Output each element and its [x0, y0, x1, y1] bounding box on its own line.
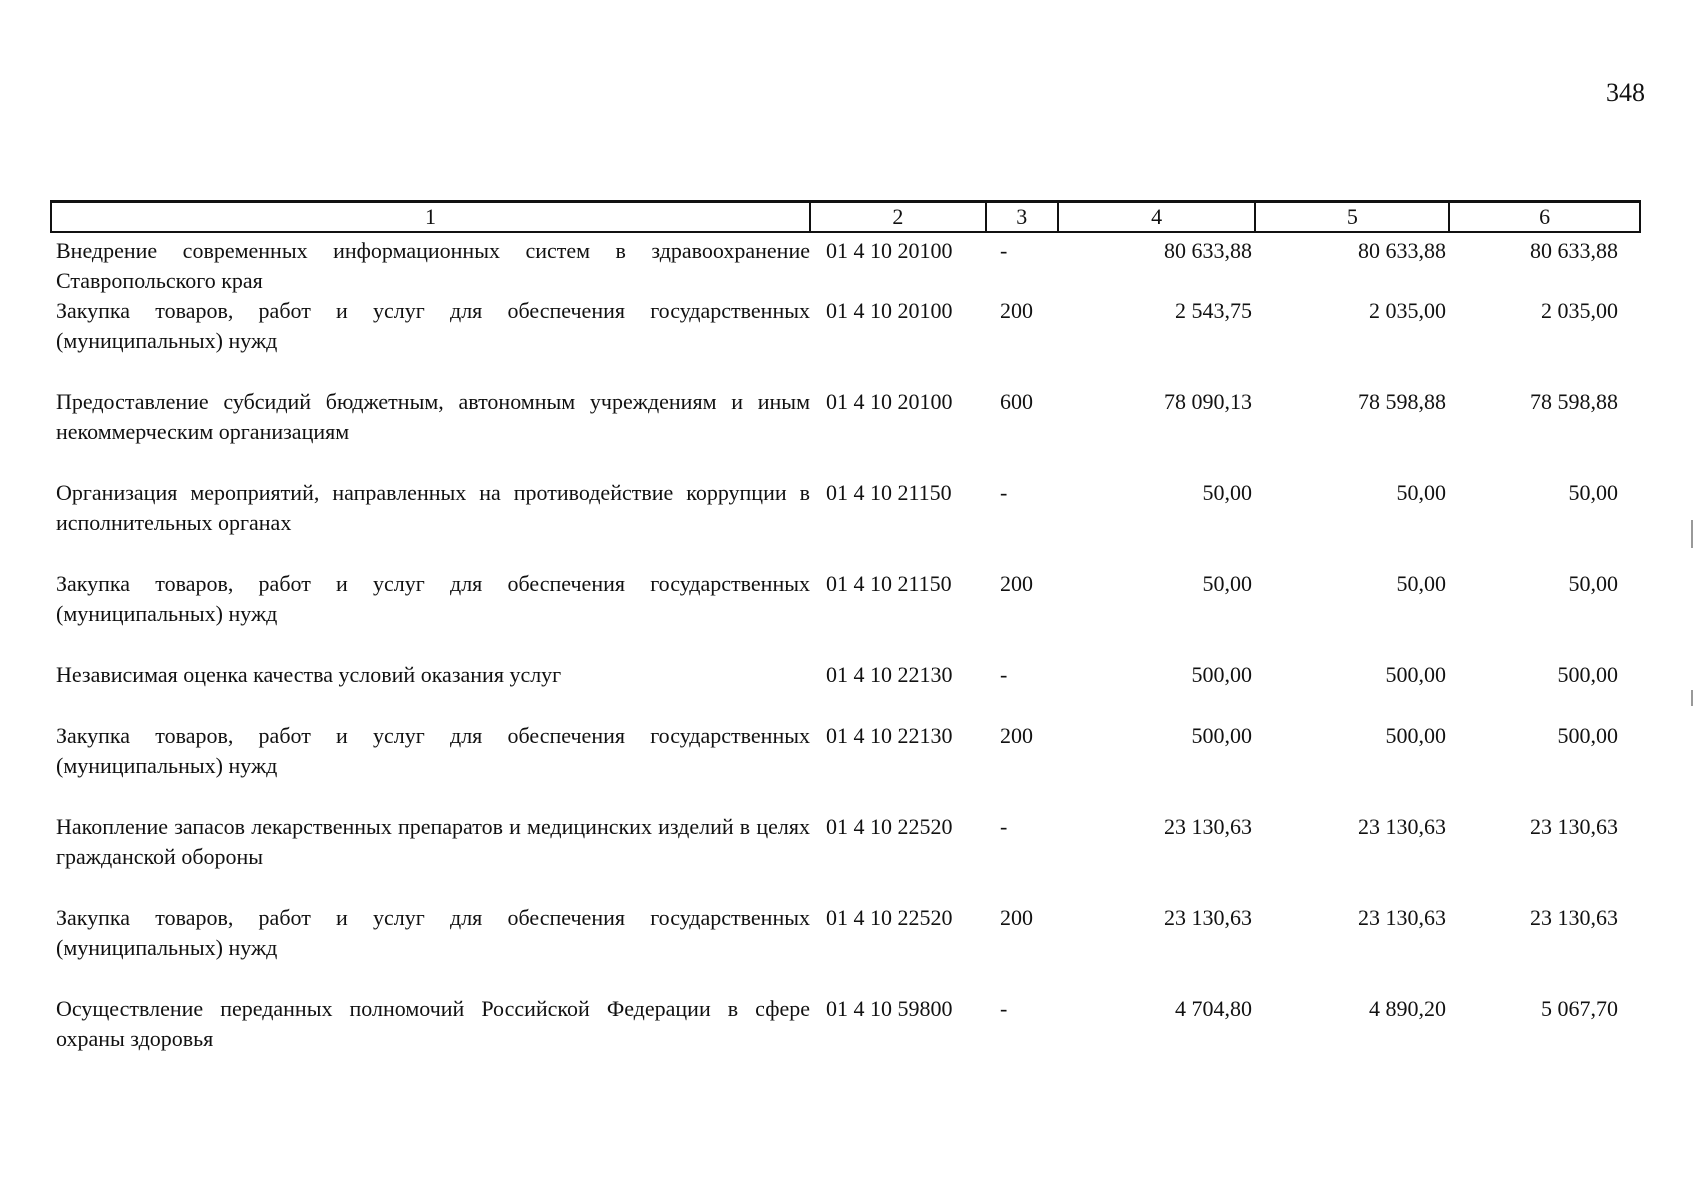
table-header: [50, 200, 1641, 233]
row-value-6: 78 598,88: [1530, 389, 1618, 414]
row-code: 01 4 10 21150: [826, 571, 952, 596]
row-value-6: 50,00: [1568, 480, 1618, 505]
row-code: 01 4 10 20100: [826, 389, 953, 414]
row-value-6: 500,00: [1557, 662, 1618, 687]
row-vr: 200: [1000, 571, 1033, 596]
header-col-3: 3: [986, 202, 1058, 233]
table-row: [50, 478, 1641, 538]
page-number: 348: [1606, 78, 1645, 107]
row-name: Предоставление субсидий бюджетным, автономным учреждениям и иным некоммерческим организациям: [56, 389, 810, 444]
scan-artifact: [1691, 520, 1693, 548]
row-value-5: 80 633,88: [1358, 238, 1446, 263]
row-value-5: 78 598,88: [1358, 389, 1446, 414]
header-col-1: 1: [51, 202, 810, 233]
row-name: Закупка товаров, работ и услуг для обеспечения государственных (муниципальных) нужд: [56, 723, 810, 778]
row-value-4: 50,00: [1202, 480, 1252, 505]
row-code: 01 4 10 22520: [826, 814, 953, 839]
row-value-6: 5 067,70: [1541, 996, 1618, 1021]
row-code: 01 4 10 20100: [826, 238, 953, 263]
table-row: [50, 903, 1641, 963]
row-value-4: 23 130,63: [1164, 814, 1252, 839]
table-row: [50, 721, 1641, 781]
table-row: [50, 296, 1641, 356]
row-value-4: 80 633,88: [1164, 238, 1252, 263]
row-value-5: 4 890,20: [1369, 996, 1446, 1021]
row-value-4: 78 090,13: [1164, 389, 1252, 414]
row-name: Накопление запасов лекарственных препаратов и медицинских изделий в целях гражданской обороны: [56, 814, 810, 869]
row-code: 01 4 10 20100: [826, 298, 953, 323]
row-value-4: 500,00: [1191, 662, 1252, 687]
row-code: 01 4 10 22520: [826, 905, 953, 930]
table-row: [50, 569, 1641, 629]
row-value-6: 80 633,88: [1530, 238, 1618, 263]
header-col-2: 2: [810, 202, 986, 233]
row-vr: -: [1000, 814, 1008, 839]
row-value-6: 500,00: [1557, 723, 1618, 748]
row-value-5: 23 130,63: [1358, 905, 1446, 930]
row-name: Закупка товаров, работ и услуг для обеспечения государственных (муниципальных) нужд: [56, 571, 810, 626]
row-vr: 200: [1000, 723, 1033, 748]
row-vr: -: [1000, 662, 1008, 687]
table-body: [50, 236, 1641, 1054]
row-code: 01 4 10 21150: [826, 480, 952, 505]
header-col-5: 5: [1255, 202, 1449, 233]
row-value-5: 2 035,00: [1369, 298, 1446, 323]
header-col-4: 4: [1058, 202, 1256, 233]
row-vr: 200: [1000, 905, 1033, 930]
table-row: [50, 236, 1641, 296]
row-vr: -: [1000, 480, 1008, 505]
row-value-4: 2 543,75: [1175, 298, 1252, 323]
row-vr: 200: [1000, 298, 1033, 323]
row-name: Закупка товаров, работ и услуг для обеспечения государственных (муниципальных) нужд: [56, 298, 810, 353]
row-value-4: 500,00: [1191, 723, 1252, 748]
row-value-5: 500,00: [1385, 723, 1446, 748]
row-vr: -: [1000, 238, 1008, 263]
row-code: 01 4 10 59800: [826, 996, 953, 1021]
table-row: [50, 812, 1641, 872]
row-name: Осуществление переданных полномочий Российской Федерации в сфере охраны здоровья: [56, 996, 810, 1051]
table-row: [50, 994, 1641, 1054]
row-value-6: 23 130,63: [1530, 814, 1618, 839]
row-code: 01 4 10 22130: [826, 662, 953, 687]
row-value-4: 4 704,80: [1175, 996, 1252, 1021]
header-col-6: 6: [1449, 202, 1640, 233]
row-name: Организация мероприятий, направленных на противодействие коррупции в исполнительных органах: [56, 480, 810, 535]
row-value-6: 50,00: [1568, 571, 1618, 596]
row-name: Закупка товаров, работ и услуг для обеспечения государственных (муниципальных) нужд: [56, 905, 810, 960]
row-code: 01 4 10 22130: [826, 723, 953, 748]
row-value-6: 2 035,00: [1541, 298, 1618, 323]
row-vr: 600: [1000, 389, 1033, 414]
row-value-4: 23 130,63: [1164, 905, 1252, 930]
row-vr: -: [1000, 996, 1008, 1021]
row-value-5: 23 130,63: [1358, 814, 1446, 839]
table-row: [50, 660, 1641, 690]
row-value-5: 50,00: [1396, 571, 1446, 596]
scan-artifact: [1691, 690, 1693, 706]
row-value-5: 500,00: [1385, 662, 1446, 687]
row-name: Внедрение современных информационных систем в здравоохранение Ставропольского края: [56, 238, 810, 293]
row-value-4: 50,00: [1202, 571, 1252, 596]
table-row: [50, 387, 1641, 447]
row-name: Независимая оценка качества условий оказания услуг: [56, 662, 562, 687]
row-value-6: 23 130,63: [1530, 905, 1618, 930]
row-value-5: 50,00: [1396, 480, 1446, 505]
